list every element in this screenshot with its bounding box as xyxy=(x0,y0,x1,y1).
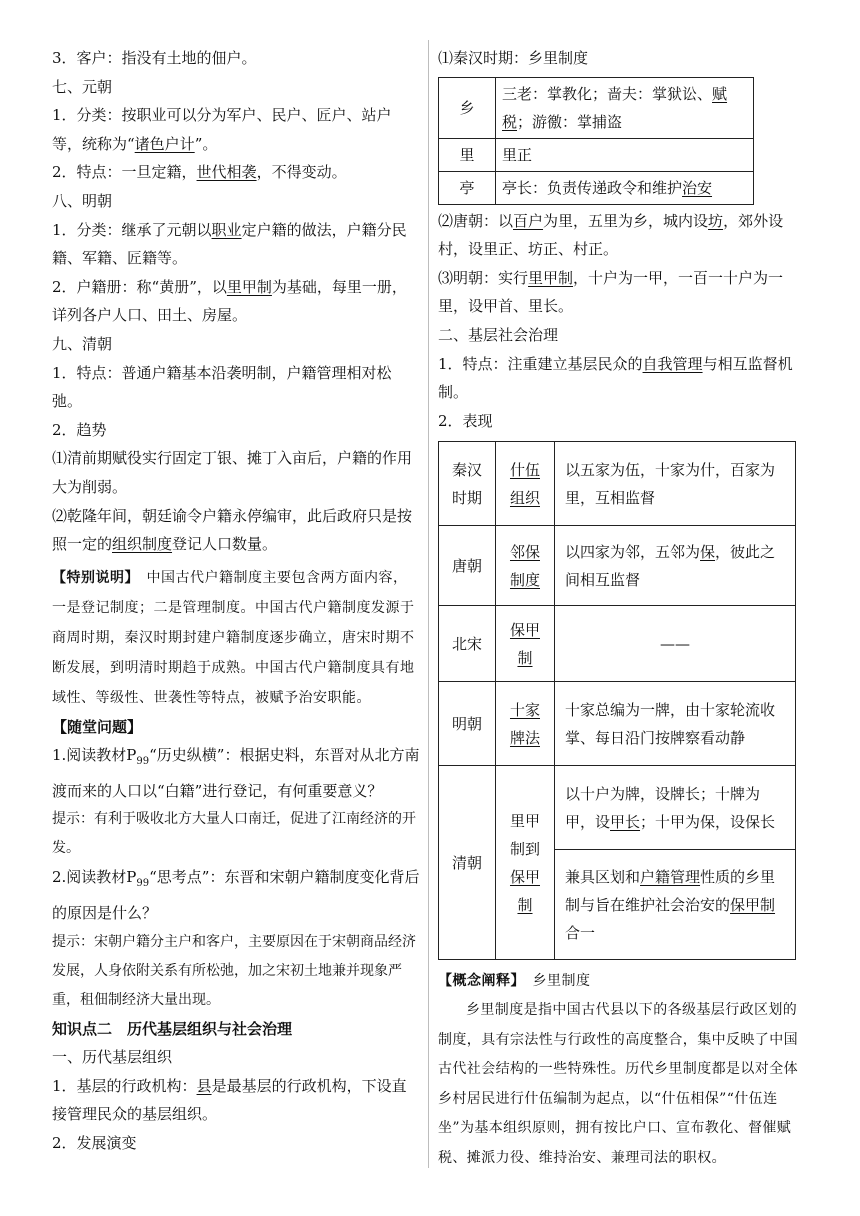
table-cell: 亭长：负责传递政令和维护治安 xyxy=(496,171,754,204)
paragraph-ming-2: 2．户籍册：称“黄册”，以里甲制为基础，每里一册，详列各户人口、田土、房屋。 xyxy=(52,277,407,325)
section-2-item-1: 1．特点：注重建立基层民众的自我管理与相互监督机制。 xyxy=(438,354,793,402)
table-row xyxy=(439,138,754,171)
table-cell: 兼具区划和户籍管理性质的乡里制与旨在维护社会治安的保甲制合一 xyxy=(555,850,796,960)
concept-heading xyxy=(438,966,808,996)
table-row xyxy=(439,442,796,526)
underline-term: 甲长 xyxy=(610,812,641,831)
table-cell: 明朝 xyxy=(439,682,496,766)
underline-term: 里甲制 xyxy=(528,268,574,287)
table-cell: 里 xyxy=(439,138,496,171)
table-cell: 亭 xyxy=(439,171,496,204)
paragraph-ming: ⑶明朝：实行里甲制，十户为一甲，一百一十户为一里，设甲首、里长。 xyxy=(438,268,784,316)
underline-term: 县 xyxy=(196,1076,212,1095)
heading-qing: 九、清朝 xyxy=(52,334,113,353)
left-column xyxy=(52,44,420,1158)
paragraph-qing-3: ⑴清前期赋役实行固定丁银、摊丁入亩后，户籍的作用大为削弱。 xyxy=(52,449,413,496)
classroom-questions-title: 【随堂问题】 xyxy=(52,717,143,736)
heading-yuan: 七、元朝 xyxy=(52,77,113,96)
special-note: 【特别说明】 中国古代户籍制度主要包含两方面内容，一是登记制度；二是管理制度。中国古代户籍制度发源于商周时期，秦汉时期封建户籍制度逐步确立，唐宋时期不断发展，到明清时期趋于成熟。中国古代户籍制度具有地域性、等级性、世袭性等特点，被赋予治安职能。 xyxy=(52,569,415,706)
section-1-item-1: 1．基层的行政机构：县是最基层的行政机构，下设直接管理民众的基层组织。 xyxy=(52,1076,407,1124)
table-row xyxy=(439,171,754,204)
underline-term: 保甲制 xyxy=(509,867,540,914)
table-cell: 邻保制度 xyxy=(496,526,555,606)
table-cell: 北宋 xyxy=(439,606,496,682)
paragraph-tang: ⑵唐朝：以百户为里，五里为乡，城内设坊，郊外设村，设里正、坊正、村正。 xyxy=(438,211,784,259)
underline-term: 世代相袭 xyxy=(196,163,257,182)
underline-term: 自我管理 xyxy=(642,354,703,373)
special-note-title: 【特别说明】 xyxy=(52,569,132,586)
question-1: 1.阅读教材$P_{99}“$历史纵横”：根据史料，东晋对从北方南渡而来的人口以“白籍”进行登记，有何重要意义？ xyxy=(52,746,420,800)
table-cell: 十家总编为一牌，由十家轮流收掌、每日沿门按牌察看动静 xyxy=(555,682,796,766)
table-row xyxy=(439,526,796,606)
table-cell: 以五家为伍，十家为什，百家为里，互相监督 xyxy=(555,442,796,526)
section-1-heading: 一、历代基层组织 xyxy=(52,1048,173,1067)
concept-title: 【概念阐释】 xyxy=(438,973,518,990)
xiangli-table xyxy=(438,77,754,205)
table-row xyxy=(439,77,754,138)
concept-body: 乡里制度是指中国古代县以下的各级基层行政区划的制度，具有宗法性与行政性的高度整合，集中反映了中国古代社会结构的一些特殊性。历代乡里制度都是以对全体乡村居民进行什伍编制为起点，以“什伍相保”“什伍连坐”为基本组织原则，拥有按比户口、宣布教化、督催赋税、摊派力役、维持治安、兼理司法的职权。 xyxy=(438,1002,798,1166)
underline-term: 保 xyxy=(700,542,716,561)
underline-term: 诸色户计 xyxy=(134,134,195,153)
table-cell: 里甲制到保甲制 xyxy=(496,766,555,960)
knowledge-point-2-title: 知识点二 历代基层组织与社会治理 xyxy=(52,1019,293,1038)
table-cell: 清朝 xyxy=(439,766,496,960)
section-2-item-2: 2．表现 xyxy=(438,411,493,430)
underline-term: 保甲制 xyxy=(730,895,776,914)
section-2-heading: 二、基层社会治理 xyxy=(438,325,559,344)
hint-1: 提示：有利于吸收北方大量人口南迁，促进了江南经济的开发。 xyxy=(52,811,416,857)
column-divider xyxy=(428,40,429,1168)
underline-term: 坊 xyxy=(708,211,724,230)
underline-term: 百户 xyxy=(513,211,544,230)
question-2: 2.阅读教材$P_{99}“$思考点”：东晋和宋朝户籍制度变化背后的原因是什么？ xyxy=(52,868,420,923)
table-cell: 里正 xyxy=(496,138,754,171)
hint-2: 提示：宋朝户籍分主户和客户，主要原因在于宋朝商品经济发展，人身依附关系有所松弛，加之宋初土地兼并现象严重，租佃制经济大量出现。 xyxy=(52,933,416,1008)
table-row xyxy=(439,682,796,766)
concept-name: 乡里制度 xyxy=(532,973,591,990)
table-cell: 三老：掌教化；啬夫：掌狱讼、赋税；游徼：掌捕盗 xyxy=(496,77,754,138)
underline-term: 组织制度 xyxy=(112,535,173,554)
heading-ming: 八、明朝 xyxy=(52,191,113,210)
section-1-item-2: 2．发展演变 xyxy=(52,1134,137,1153)
underline-term: 里甲制 xyxy=(226,277,272,296)
table-row xyxy=(439,606,796,682)
paragraph-qing-4: ⑵乾隆年间，朝廷谕令户籍永停编审，此后政府只是按照一定的组织制度登记人口数量。 xyxy=(52,506,413,554)
paragraph-qing-1: 1．特点：普通户籍基本沿袭明制，户籍管理相对松弛。 xyxy=(52,363,392,411)
table-cell: 以十户为牌，设牌长；十牌为甲，设甲长；十甲为保，设保长 xyxy=(555,766,796,850)
table-cell: 十家牌法 xyxy=(496,682,555,766)
paragraph-yuan-1: 1．分类：按职业可以分为军户、民户、匠户、站户等，统称为“诸色户计”。 xyxy=(52,106,392,153)
table-cell: 秦汉时期 xyxy=(439,442,496,526)
table-cell: —— xyxy=(555,606,796,682)
underline-term: 赋税 xyxy=(502,84,728,131)
paragraph-ming-1: 1．分类：继承了元朝以职业定户籍的做法，户籍分民籍、军籍、匠籍等。 xyxy=(52,220,407,268)
table-cell: 乡 xyxy=(439,77,496,138)
right-column xyxy=(438,44,808,1173)
table-cell: 以四家为邻，五邻为保，彼此之间相互监督 xyxy=(555,526,796,606)
underline-term: 职业 xyxy=(211,220,242,239)
qinhan-title: ⑴秦汉时期：乡里制度 xyxy=(438,49,589,67)
table-cell: 唐朝 xyxy=(439,526,496,606)
paragraph-kehu: 3．客户：指没有土地的佃户。 xyxy=(52,49,257,67)
underline-term: 户籍管理 xyxy=(640,867,701,886)
table-row xyxy=(439,766,796,850)
governance-table xyxy=(438,441,796,960)
paragraph-qing-2: 2．趋势 xyxy=(52,420,107,439)
underline-term: 治安 xyxy=(682,178,713,197)
table-cell: 保甲制 xyxy=(496,606,555,682)
paragraph-yuan-2: 2．特点：一旦定籍，世代相袭，不得变动。 xyxy=(52,163,347,182)
table-cell: 什伍组织 xyxy=(496,442,555,526)
